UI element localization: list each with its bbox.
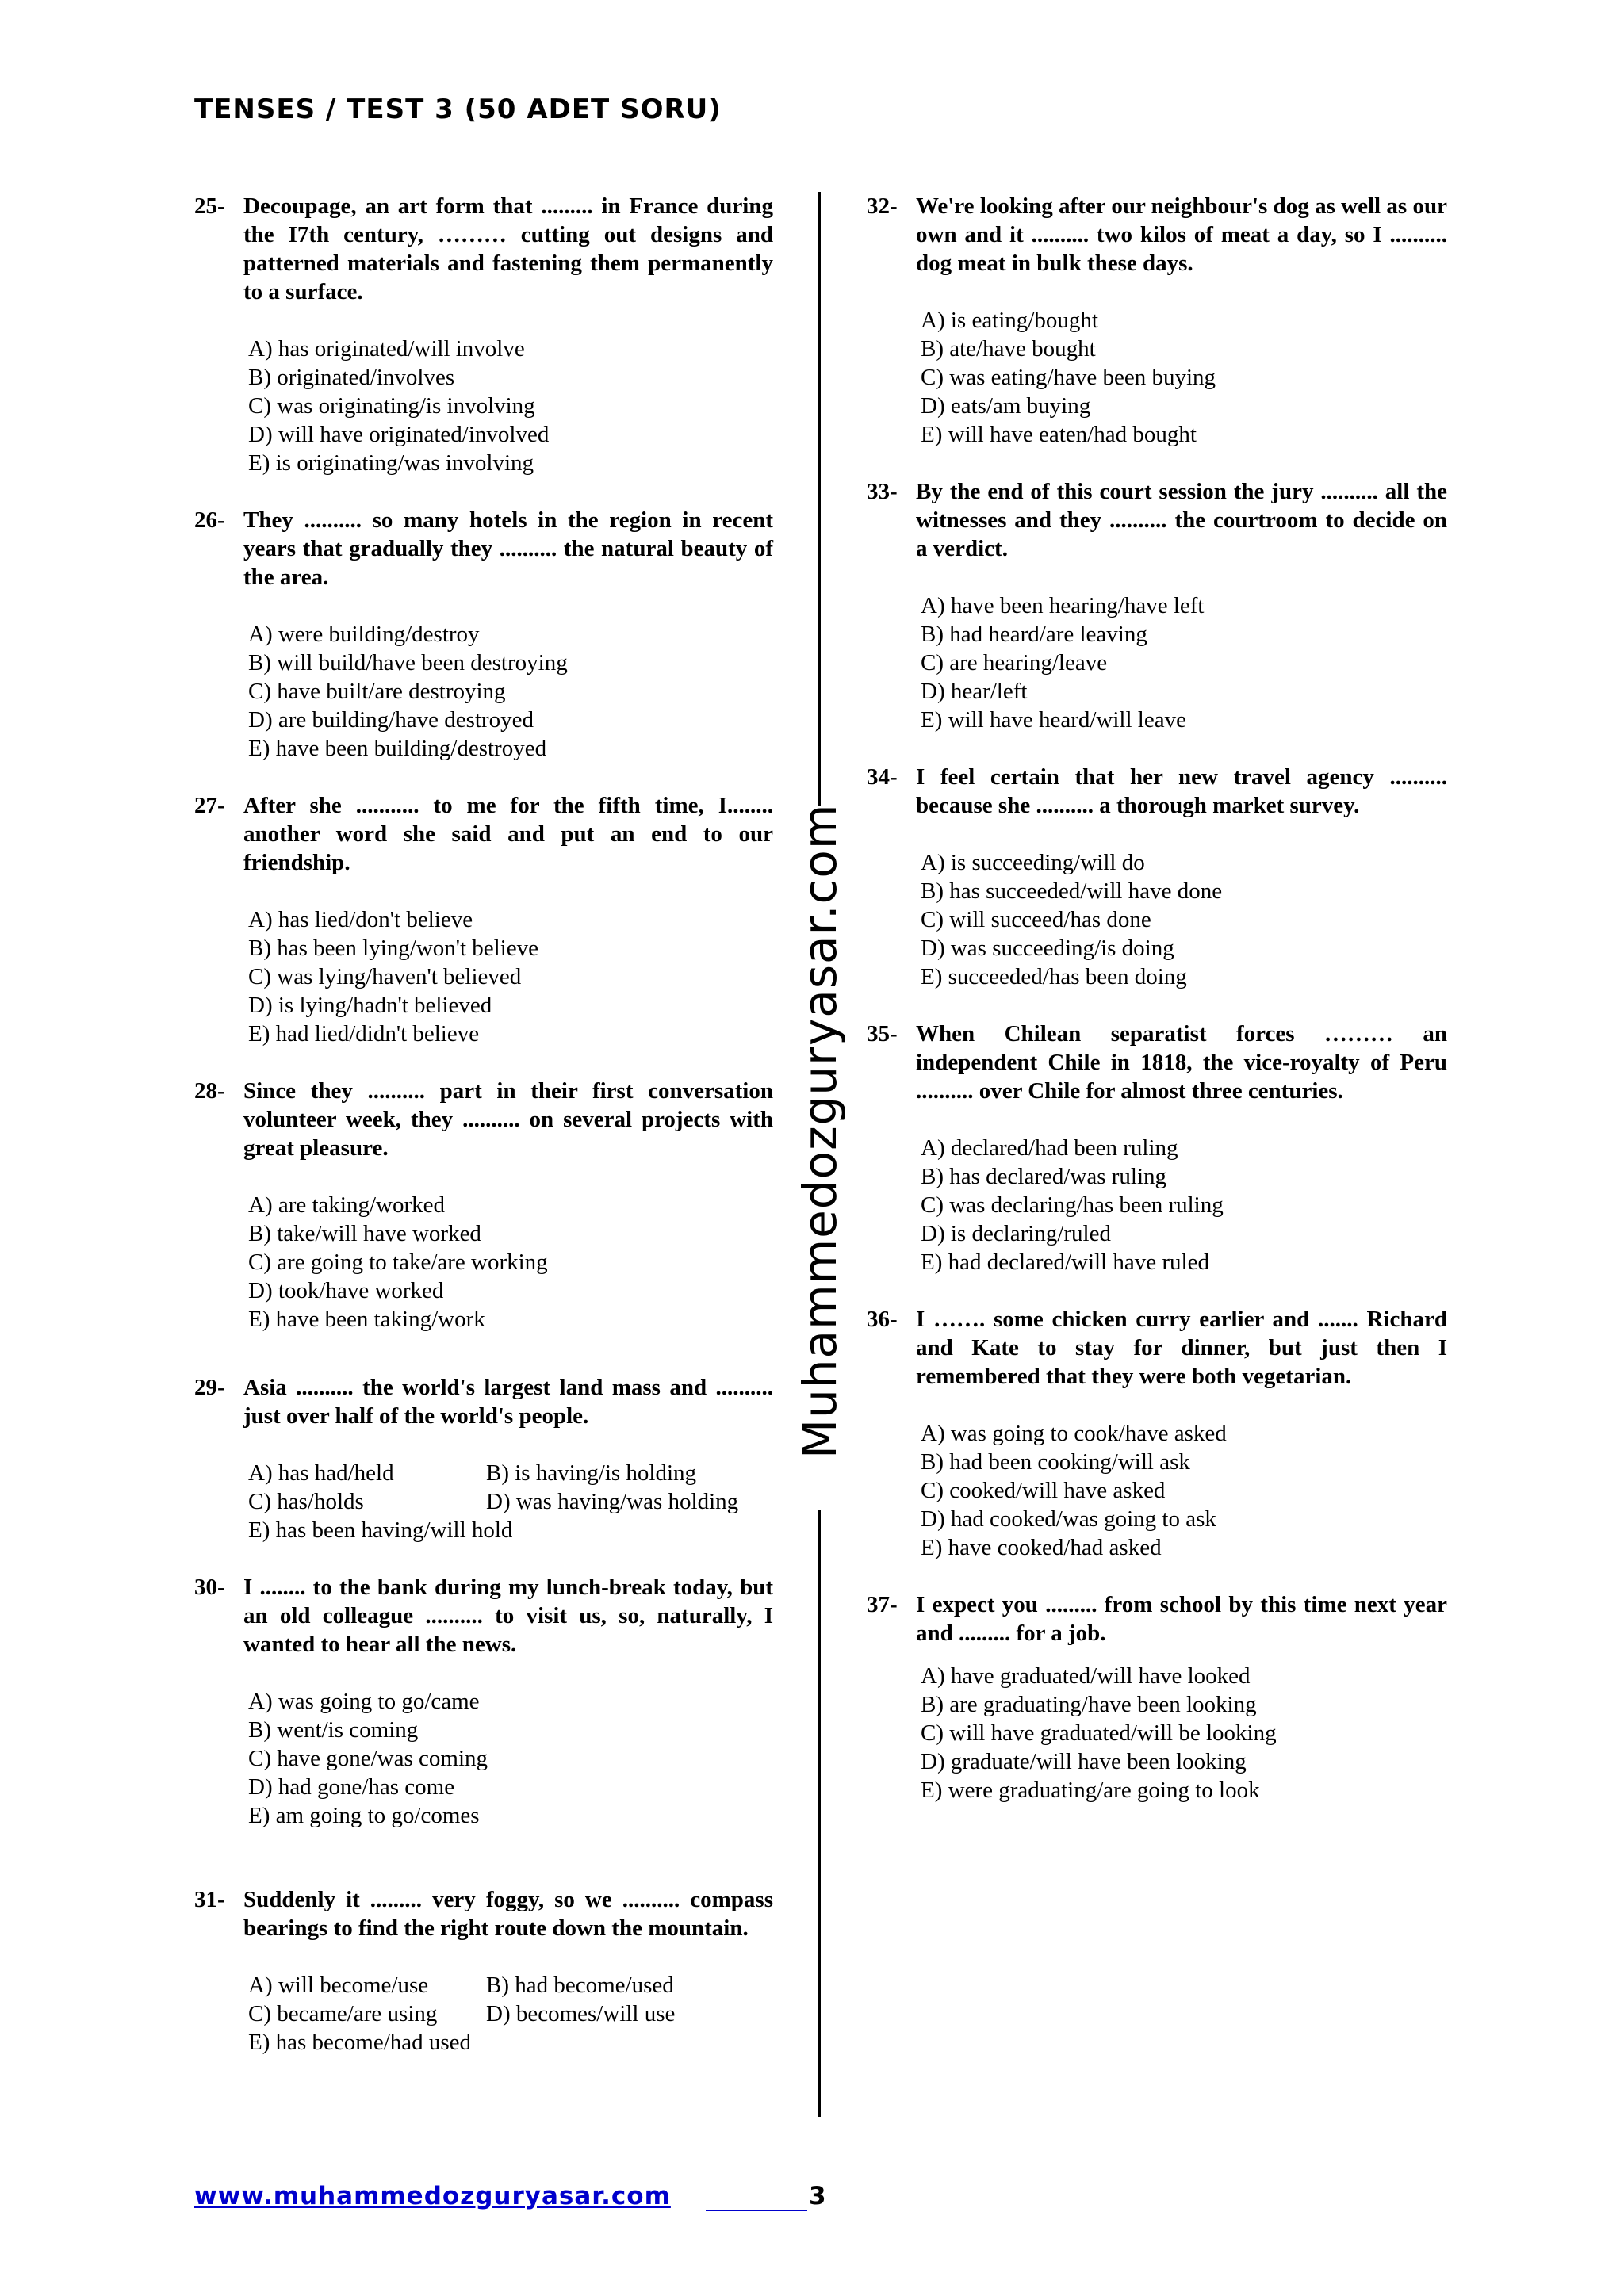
option-a[interactable]: A) have been hearing/have left <box>921 593 1205 618</box>
question-text: Decoupage, an art form that ......... in France during the I7th century, ……… cutting out designs and patterned materials and fastening them permanently to a surface. <box>243 193 773 304</box>
question-text: By the end of this court session the jury .......... all the witnesses and they .......... the courtroom to decide on a verdict. <box>916 479 1447 561</box>
option-c[interactable]: C) was eating/have been buying <box>921 365 1216 390</box>
option-b[interactable]: B) has declared/was ruling <box>921 1164 1167 1189</box>
option-d[interactable]: D) took/have worked <box>248 1278 444 1303</box>
option-e[interactable]: E) will have heard/will leave <box>921 707 1186 733</box>
options-list <box>867 1662 1447 1804</box>
question-text: I expect you ......... from school by this time next year and ......... for a job. <box>916 1592 1447 1646</box>
option-d[interactable]: D) had gone/has come <box>248 1774 455 1800</box>
option-e[interactable]: E) have been building/destroyed <box>248 736 547 761</box>
question-text: Since they .......... part in their first conversation volunteer week, they .......... on several projects with great pleasure. <box>243 1078 773 1161</box>
option-d[interactable]: D) is lying/hadn't believed <box>248 993 492 1018</box>
option-a[interactable]: A) has originated/will involve <box>248 336 525 362</box>
vertical-watermark: Muhammedozguryasar.com <box>793 803 847 1459</box>
question-25 <box>194 192 773 477</box>
question-text: When Chilean separatist forces ……… an independent Chile in 1818, the vice-royalty of Peru .......... over Chile for almost three centuries. <box>916 1021 1447 1104</box>
question-34 <box>867 763 1447 991</box>
question-31 <box>194 1885 773 2057</box>
question-30 <box>194 1573 773 1830</box>
option-e[interactable]: E) were graduating/are going to look <box>921 1777 1260 1803</box>
option-d[interactable]: D) was succeeding/is doing <box>921 936 1174 961</box>
option-d[interactable]: D) is declaring/ruled <box>921 1221 1111 1246</box>
option-e[interactable]: E) have cooked/had asked <box>921 1535 1162 1560</box>
question-number: 33- <box>867 479 898 504</box>
question-number: 37- <box>867 1592 898 1617</box>
question-33 <box>867 477 1447 734</box>
option-a[interactable]: A) was going to cook/have asked <box>921 1421 1227 1446</box>
option-e[interactable]: E) has become/had used <box>248 2030 472 2055</box>
option-c[interactable]: C) will have graduated/will be looking <box>921 1720 1277 1746</box>
option-e[interactable]: E) had lied/didn't believe <box>248 1021 480 1047</box>
question-number: 31- <box>194 1887 225 1912</box>
question-text: After she ........... to me for the fifth time, I........ another word she said and put an end to our friendship. <box>243 793 773 875</box>
option-c[interactable]: C) are going to take/are working <box>248 1249 548 1275</box>
option-e[interactable]: E) succeeded/has been doing <box>921 964 1187 989</box>
options-list <box>867 306 1447 449</box>
option-d[interactable]: D) are building/have destroyed <box>248 707 534 733</box>
footer-website-link[interactable]: www.muhammedozguryasar.com <box>194 2182 671 2210</box>
option-a[interactable]: A) will become/use <box>248 1973 429 1998</box>
option-a[interactable]: A) were building/destroy <box>248 622 480 647</box>
question-text: I ……. some chicken curry earlier and ....... Richard and Kate to stay for dinner, but just then I remembered that they were both vegetarian. <box>916 1307 1447 1389</box>
question-text: Asia .......... the world's largest land mass and .......... just over half of the world's people. <box>243 1375 773 1429</box>
page-title: TENSES / TEST 3 (50 ADET SORU) <box>194 94 722 125</box>
question-text: We're looking after our neighbour's dog as well as our own and it .......... two kilos of meat a day, so I .......... dog meat in bulk these days. <box>916 193 1447 276</box>
question-number: 36- <box>867 1307 898 1332</box>
option-c[interactable]: C) was declaring/has been ruling <box>921 1192 1224 1218</box>
option-c[interactable]: C) have gone/was coming <box>248 1746 488 1771</box>
option-a[interactable]: A) is eating/bought <box>921 308 1098 333</box>
option-e[interactable]: E) is originating/was involving <box>248 450 534 476</box>
option-e[interactable]: E) will have eaten/had bought <box>921 422 1197 447</box>
question-number: 32- <box>867 193 898 219</box>
option-c[interactable]: C) are hearing/leave <box>921 650 1108 675</box>
option-a[interactable]: A) was going to go/came <box>248 1689 480 1714</box>
options-list <box>867 591 1447 734</box>
option-b[interactable]: B) had heard/are leaving <box>921 622 1147 647</box>
option-e[interactable]: E) have been taking/work <box>248 1307 485 1332</box>
option-e[interactable]: E) am going to go/comes <box>248 1803 480 1828</box>
option-b[interactable]: B) went/is coming <box>248 1717 419 1743</box>
option-b[interactable]: B) are graduating/have been looking <box>921 1692 1257 1717</box>
question-text: Suddenly it ......... very foggy, so we .......... compass bearings to find the right route down the mountain. <box>243 1887 773 1941</box>
option-c[interactable]: C) cooked/will have asked <box>921 1478 1166 1503</box>
question-number: 30- <box>194 1575 225 1600</box>
option-c[interactable]: C) will succeed/has done <box>921 907 1151 932</box>
option-a[interactable]: A) has had/held <box>248 1460 394 1486</box>
question-35 <box>867 1020 1447 1276</box>
options-list <box>194 620 773 763</box>
question-number: 27- <box>194 793 225 818</box>
options-list <box>194 335 773 477</box>
option-c[interactable]: C) became/are using <box>248 2001 438 2026</box>
footer-underline <box>706 2210 807 2211</box>
option-b[interactable]: B) ate/have bought <box>921 336 1096 362</box>
left-column <box>194 192 773 2057</box>
option-d[interactable]: D) was having/was holding <box>486 1489 739 1514</box>
option-c[interactable]: C) have built/are destroying <box>248 679 506 704</box>
question-28 <box>194 1077 773 1334</box>
question-37 <box>867 1590 1447 1804</box>
option-e[interactable]: E) has been having/will hold <box>248 1517 513 1543</box>
question-26 <box>194 506 773 763</box>
option-e[interactable]: E) had declared/will have ruled <box>921 1249 1209 1275</box>
column-divider-top <box>818 192 821 806</box>
option-d[interactable]: D) becomes/will use <box>486 2001 676 2026</box>
option-b[interactable]: B) has been lying/won't believe <box>248 936 539 961</box>
options-list <box>867 1134 1447 1276</box>
option-c[interactable]: C) has/holds <box>248 1489 364 1514</box>
option-a[interactable]: A) has lied/don't believe <box>248 907 473 932</box>
question-number: 35- <box>867 1021 898 1047</box>
options-list <box>867 848 1447 991</box>
right-column <box>867 192 1447 1804</box>
option-c[interactable]: C) was lying/haven't believed <box>248 964 522 989</box>
options-list <box>194 1191 773 1334</box>
options-list <box>194 1971 773 2057</box>
question-text: I ........ to the bank during my lunch-break today, but an old colleague .......... to visit us, so, naturally, I wanted to hear all the news. <box>243 1575 773 1657</box>
question-text: I feel certain that her new travel agency .......... because she .......... a thorough market survey. <box>916 764 1447 818</box>
option-a[interactable]: A) are taking/worked <box>248 1192 446 1218</box>
option-a[interactable]: A) declared/had been ruling <box>921 1135 1178 1161</box>
options-list <box>194 1459 773 1544</box>
question-32 <box>867 192 1447 449</box>
question-36 <box>867 1305 1447 1562</box>
option-c[interactable]: C) was originating/is involving <box>248 393 535 419</box>
option-d[interactable]: D) hear/left <box>921 679 1028 704</box>
question-27 <box>194 791 773 1048</box>
option-b[interactable]: B) had become/used <box>486 1973 674 1998</box>
option-d[interactable]: D) eats/am buying <box>921 393 1091 419</box>
options-list <box>194 905 773 1048</box>
option-a[interactable]: A) is succeeding/will do <box>921 850 1145 875</box>
question-number: 25- <box>194 193 225 219</box>
option-d[interactable]: D) had cooked/was going to ask <box>921 1506 1216 1532</box>
question-number: 29- <box>194 1375 225 1400</box>
option-b[interactable]: B) had been cooking/will ask <box>921 1449 1190 1475</box>
question-number: 26- <box>194 507 225 533</box>
option-b[interactable]: B) is having/is holding <box>486 1460 697 1486</box>
option-d[interactable]: D) graduate/will have been looking <box>921 1749 1247 1774</box>
column-divider-bottom <box>818 1510 821 2117</box>
page-number: 3 <box>809 2182 826 2210</box>
option-a[interactable]: A) have graduated/will have looked <box>921 1663 1251 1689</box>
question-29 <box>194 1373 773 1544</box>
options-list <box>867 1419 1447 1562</box>
question-number: 34- <box>867 764 898 790</box>
question-number: 28- <box>194 1078 225 1104</box>
option-b[interactable]: B) will build/have been destroying <box>248 650 568 675</box>
option-d[interactable]: D) will have originated/involved <box>248 422 550 447</box>
question-text: They .......... so many hotels in the region in recent years that gradually they .......... the natural beauty of the area. <box>243 507 773 590</box>
option-b[interactable]: B) has succeeded/will have done <box>921 878 1223 904</box>
option-b[interactable]: B) originated/involves <box>248 365 455 390</box>
options-list <box>194 1687 773 1830</box>
option-b[interactable]: B) take/will have worked <box>248 1221 481 1246</box>
